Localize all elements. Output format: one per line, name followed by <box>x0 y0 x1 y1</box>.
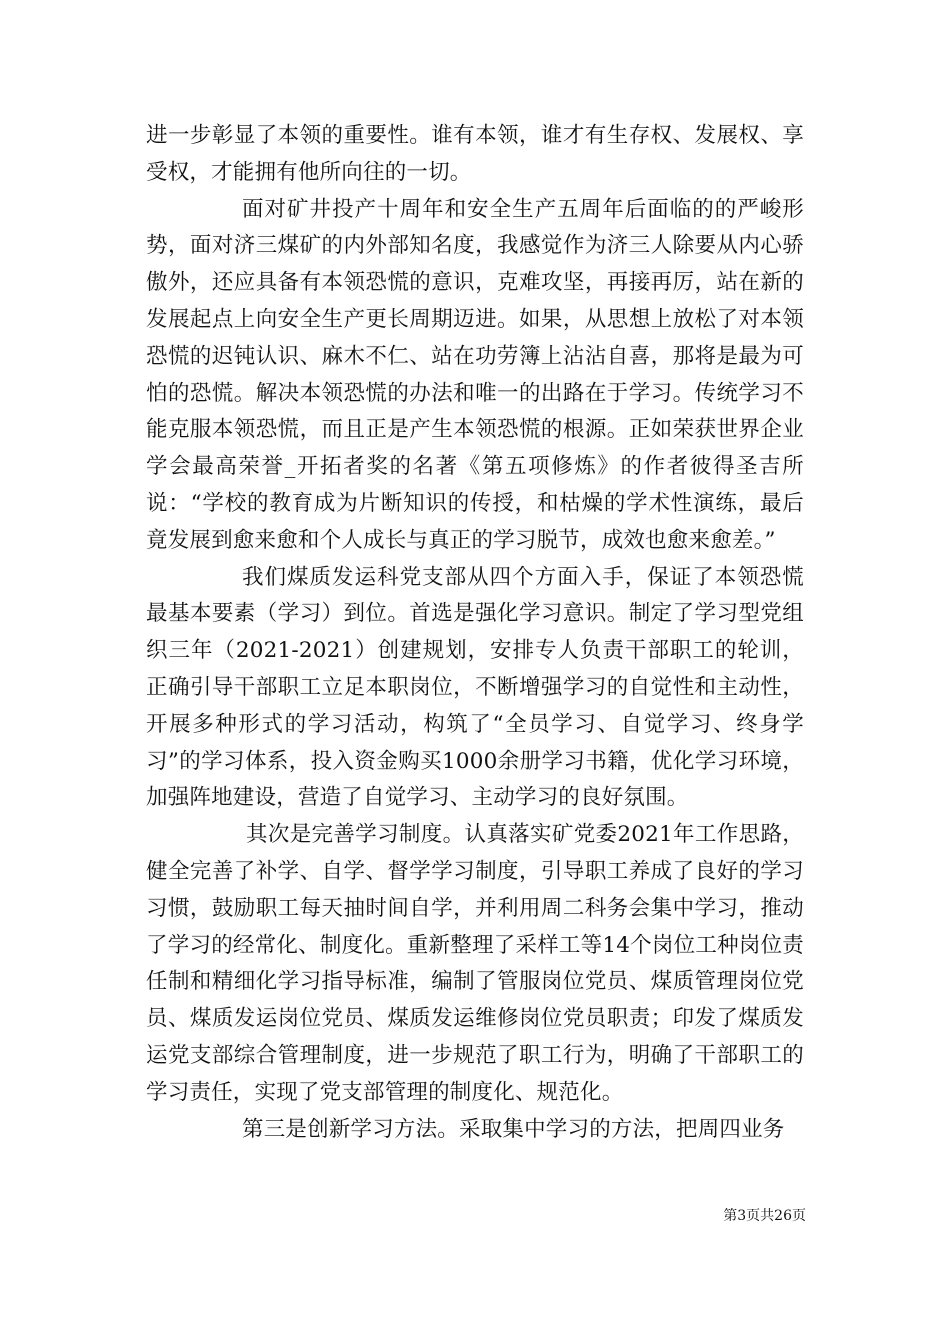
paragraph-2: 面对矿井投产十周年和安全生产五周年后面临的的严峻形势，面对济三煤矿的内外部知名度，我感觉作为济三人除要从内心骄傲外，还应具备有本领恐慌的意识，克难攻坚，再接再厉，站在新的发展起点上向安全生产更长周期迈进。如果，从思想上放松了对本领恐慌的迟钝认识、麻木不仁、站在功劳簿上沾沾自喜，那将是最为可怕的恐慌。解决本领恐慌的办法和唯一的出路在于学习。传统学习不能克服本领恐慌，而且正是产生本领恐慌的根源。正如荣获世界企业学会最高荣誉_开拓者奖的名著《第五项修炼》的作者彼得圣吉所说：“学校的教育成为片断知识的传授，和枯燥的学术性演练，最后竟发展到愈来愈和个人成长与真正的学习脱节，成效也愈来愈差。” <box>146 196 804 553</box>
page-number-footer: 第3页共26页 <box>723 1208 806 1224</box>
document-body <box>146 118 804 1148</box>
paragraph-1: 进一步彰显了本领的重要性。谁有本领，谁才有生存权、发展权、享受权，才能拥有他所向往的一切。 <box>146 123 804 185</box>
paragraph-3: 我们煤质发运科党支部从四个方面入手，保证了本领恐慌最基本要素（学习）到位。首选是强化学习意识。制定了学习型党组织三年（2021-2021）创建规划，安排专人负责干部职工的轮训，正确引导干部职工立足本职岗位，不断增强学习的自觉性和主动性，开展多种形式的学习活动，构筑了“全员学习、自觉学习、终身学习”的学习体系，投入资金购买1000余册学习书籍，优化学习环境，加强阵地建设，营造了自觉学习、主动学习的良好氛围。 <box>146 564 804 811</box>
paragraph-4: 其次是完善学习制度。认真落实矿党委2021年工作思路，健全完善了补学、自学、督学学习制度，引导职工养成了良好的学习习惯，鼓励职工每天抽时间自学，并利用周二科务会集中学习，推动了学习的经常化、制度化。重新整理了采样工等14个岗位工种岗位责任制和精细化学习指导标准，编制了管服岗位党员、煤质管理岗位党员、煤质发运岗位党员、煤质发运维修岗位党员职责；印发了煤质发运党支部综合管理制度，进一步规范了职工行为，明确了干部职工的学习责任，实现了党支部管理的制度化、规范化。 <box>146 822 804 1105</box>
paragraph-5: 第三是创新学习方法。采取集中学习的方法，把周四业务 <box>242 1116 785 1142</box>
